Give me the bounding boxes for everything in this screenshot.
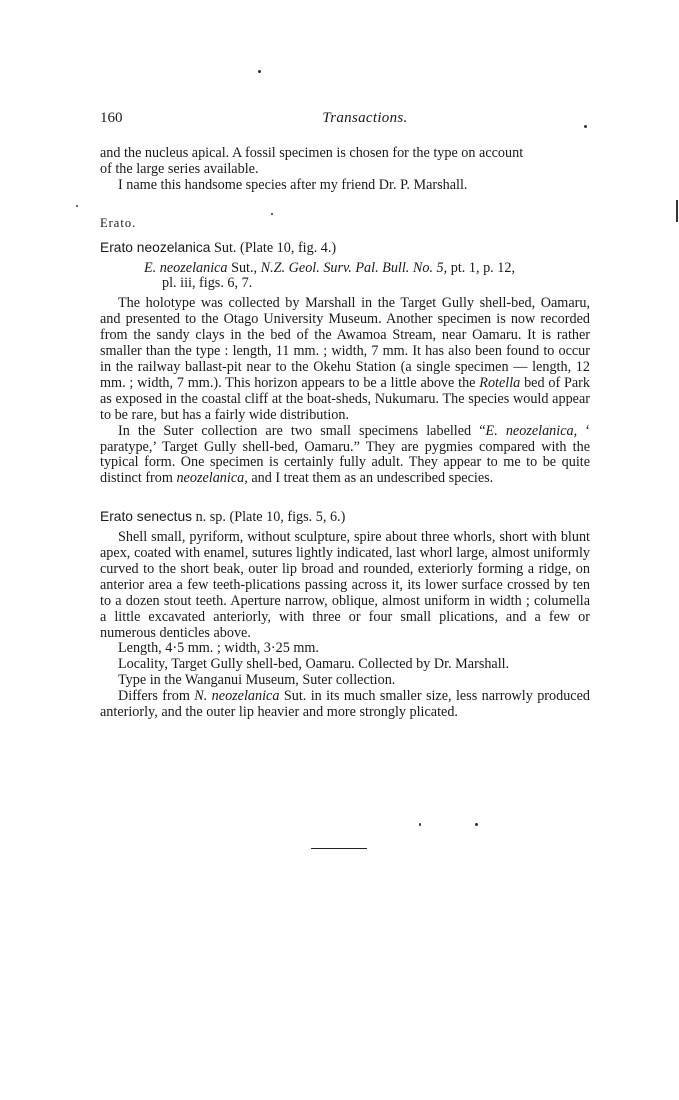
species-plate-ref: Sut. (Plate 10, fig. 4.) [214, 239, 337, 256]
scan-speck [676, 200, 678, 222]
species-heading-senectus [100, 509, 590, 526]
species-heading-neozelanica [100, 240, 590, 257]
scan-speck [475, 823, 478, 826]
dimensions-line: Length, 4·5 mm. ; width, 3·25 mm. [118, 640, 319, 657]
description-paragraph: Shell small, pyriform, without sculpture, spire about three whorls, short with blunt apex, coated with enamel, sutures lightly indicated, last whorl large, almost uniformly curved to the short beak, outer lip broad and rounded, exteriorly forming a ridge, on anterior area a few teeth-plications passing across it, its lower surface crossed by ten to a dozen stout teeth. Aperture narrow, oblique, almost uniform in width ; columella a little excavated anteriorly, with three or four small plications, and a few or numerous denticles above. [100, 529, 590, 641]
dedication-paragraph: I name this handsome species after my friend Dr. P. Marshall. [118, 176, 468, 193]
section-heading: Erato. [100, 215, 137, 230]
differs-paragraph: Differs from N. neozelanica Sut. in its much smaller size, less narrowly produced anteriorly, and the outer lip heavier and more strongly plicated. [100, 688, 590, 721]
bibliographic-reference-cont: pl. iii, figs. 6, 7. [162, 275, 253, 292]
page-header [100, 110, 590, 130]
running-title: Transactions. [322, 110, 408, 126]
species-name: Erato neozelanica [100, 239, 211, 255]
holotype-paragraph: The holotype was collected by Marshall in the Target Gully shell-bed, Oamaru, and presented to the Otago University Museum. Another specimen is now recorded from the sandy clays in the bed of the Awamoa Stream, near Oamaru. It is rather smaller than the type : length, 11 mm. ; width, 7 mm. It has also been found to occur in the railway ballast-pit near to the Okehu Station (a single specimen — length, 12 mm. ; width, 7 mm.). This horizon appears to be a little above the Rotella bed of Park as exposed in the coastal cliff at the boat-sheds, Nukumaru. The species would appear to be rare, but has a fairly wide distribution. [100, 295, 591, 423]
scan-speck [419, 823, 421, 826]
section-end-rule [311, 848, 367, 849]
scan-speck [76, 205, 78, 207]
suter-collection-paragraph: In the Suter collection are two small specimens labelled “E. neozelanica, ‘ paratype,’ Target Gully shell-bed, Oamaru.” They are pygmies compared with the typical form. One specimen is certainly fully adult. They appear to me to be quite distinct from neozelanica, and I treat them as an undescribed species. [100, 422, 590, 487]
article-body [100, 146, 590, 721]
page-number: 160 [100, 110, 123, 126]
species-plate-ref: n. sp. (Plate 10, figs. 5, 6.) [195, 509, 346, 526]
species-name: Erato senectus [100, 509, 193, 525]
scan-speck [258, 70, 261, 73]
bibliographic-reference: E. neozelanica Sut., N.Z. Geol. Surv. Pal. Bull. No. 5, pt. 1, p. 12, [144, 259, 515, 276]
locality-line: Locality, Target Gully shell-bed, Oamaru. Collected by Dr. Marshall. [118, 656, 510, 673]
type-line: Type in the Wanganui Museum, Suter collection. [118, 672, 396, 689]
continued-paragraph: and the nucleus apical. A fossil specimen is chosen for the type on account of the large series available. [100, 145, 524, 177]
